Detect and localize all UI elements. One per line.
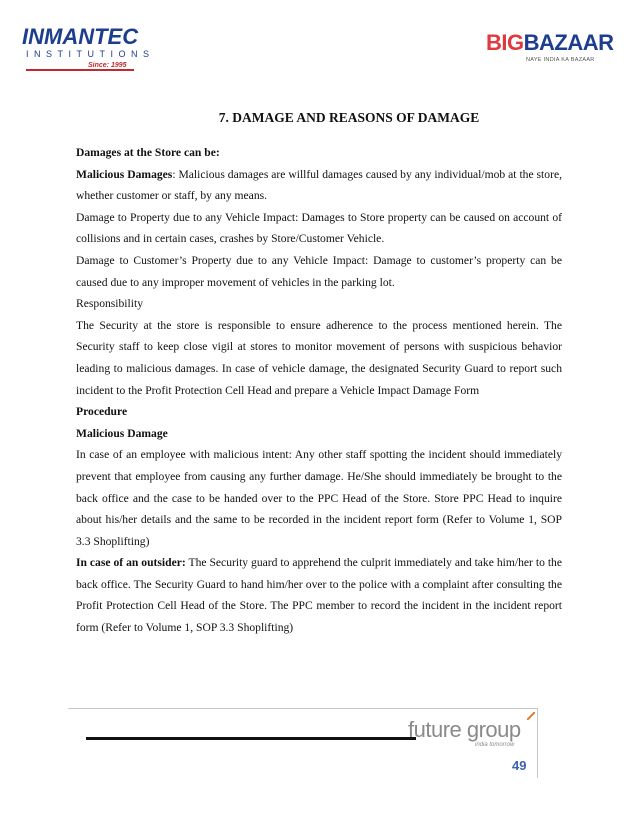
paragraph-outsider-case [76,552,562,638]
paragraph-damages-intro: Damages at the Store can be: [76,146,220,159]
malicious-damages-heading: Malicious Damages [76,167,173,181]
footer-rule-vertical [537,708,538,778]
paragraph-customer-property-impact: Damage to Customer’s Property due to any Vehicle Impact: Damage to customer’s property can be caused due to any improper movement of vehicles in the parking lot. [76,253,562,289]
paragraph-property-vehicle-impact: Damage to Property due to any Vehicle Impact: Damages to Store property can be caused on account of collisions and in certain cases, crashes by Store/Customer Vehicle. [76,210,562,246]
paragraph-responsibility: The Security at the store is responsible to ensure adherence to the process mentioned herein. The Security staff to keep close vigil at stores to monitor movement of persons with suspicious behavior leading to malicious damages. In case of vehicle damage, the designated Security Guard to report such incident to the Profit Protection Cell Head and prepare a Vehicle Impact Damage Form [76,318,562,397]
paragraph-malicious-damages [76,164,562,207]
big-bazaar-logo [486,30,614,72]
page-number: 49 [512,758,527,773]
document-body [76,142,562,639]
future-group-mark-icon [527,712,535,720]
paragraph-employee-case: In case of an employee with malicious intent: Any other staff spotting the incident should immediately prevent that employee from causing any further damage. He/She should immediately be brought to the back office and the case to be handed over to the PPC Head of the Store. Store PPC Head to inquire about his/her details and the same to be recorded in the incident report form (Refer to Volume 1, SOP 3.3 Shoplifting) [76,448,562,548]
inmantec-logo [22,24,155,72]
outsider-case-heading: In case of an outsider: [76,556,186,570]
inmantec-logo-rule [26,69,134,71]
section-title [0,110,638,126]
inmantec-logo-brand: INMANTEC [22,24,139,49]
inmantec-logo-since: Since: 1995 [88,62,127,69]
paragraph-responsibility-heading: Responsibility [76,297,143,311]
big-bazaar-logo-tag: NAYE INDIA KA BAZAAR [526,57,595,63]
outsider-case-text: The Security guard to apprehend the culprit immediately and take him/her to the back office. The Security Guard to hand him/her over to the police with a complaint after consulting the Profit Protection Cell Head of the Store. The PPC member to record the incident in the incident report form (Refer to Volume 1, SOP 3.3 Shoplifting) [76,556,562,635]
paragraph-procedure-heading: Procedure [76,405,128,419]
malicious-damages-text: : Malicious damages are willful damages caused by any individual/mob at the store, whether customer or staff, by any means. [76,167,562,203]
big-bazaar-logo-big: BIG [486,30,524,55]
future-group-tagline: india tomorrow [475,742,515,748]
big-bazaar-logo-wordmark [486,30,614,56]
future-group-logo: future group [408,717,521,742]
footer-rule-thin [68,708,538,709]
paragraph-malicious-damage-heading: Malicious Damage [76,426,168,440]
footer-rule-thick [86,737,416,740]
section-title-text: 7. DAMAGE AND REASONS OF DAMAGE [218,110,480,125]
big-bazaar-logo-bazaar: BAZAAR [523,30,614,55]
inmantec-logo-sub: INSTITUTIONS [26,49,155,59]
